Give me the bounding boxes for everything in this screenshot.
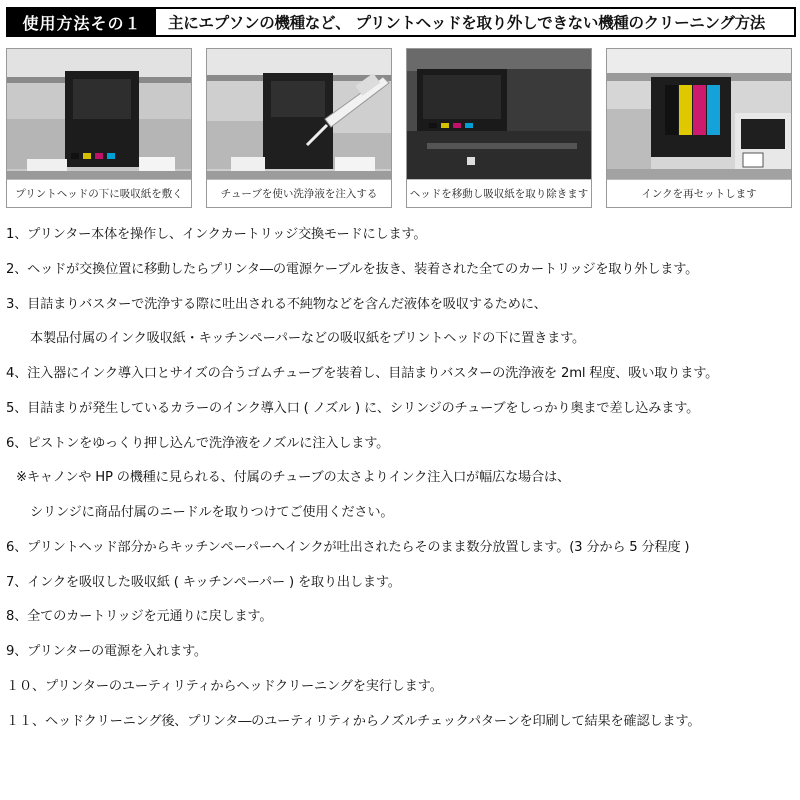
- step-line: 3、目詰まりバスターで洗浄する際に吐出される不純物などを含んだ液体を吸収するために、: [6, 297, 547, 312]
- photo-caption: インクを再セットします: [607, 179, 791, 207]
- syringe-injection-photo: [207, 49, 391, 181]
- step-line: 7、インクを吸収した吸収紙 ( キッチンペーパー ) を取り出します。: [6, 575, 401, 590]
- step-line: 本製品付属のインク吸収紙・キッチンペーパーなどの吸収紙をプリントヘッドの下に置きます。: [30, 331, 586, 346]
- photo-caption: ヘッドを移動し吸収紙を取り除きます: [407, 179, 591, 207]
- photo-strip: [6, 48, 794, 208]
- step-line: 8、全てのカートリッジを元通りに戻します。: [6, 609, 273, 624]
- section-header: [6, 7, 796, 37]
- step-line: １１、ヘッドクリーニング後、プリンタ―のユーティリティからノズルチェックパターンを印刷して結果を確認します。: [6, 714, 701, 729]
- step-line: 4、注入器にインク導入口とサイズの合うゴムチューブを装着し、目詰まりバスターの洗浄液を 2ml 程度、吸い取ります。: [6, 366, 719, 381]
- remove-absorbent-photo: [407, 49, 591, 181]
- step-line: 2、ヘッドが交換位置に移動したらプリンタ―の電源ケーブルを抜き、装着された全てのカートリッジを取り外します。: [6, 262, 699, 277]
- photo-2: [206, 48, 392, 208]
- printer-head-absorbent-photo: [7, 49, 191, 181]
- step-line: 6、ピストンをゆっくり押し込んで洗浄液をノズルに注入します。: [6, 436, 390, 451]
- section-tag: 使用方法その１: [8, 9, 156, 35]
- photo-caption: チューブを使い洗浄液を注入する: [207, 179, 391, 207]
- photo-4: [606, 48, 792, 208]
- photo-caption: プリントヘッドの下に吸収紙を敷く: [7, 179, 191, 207]
- step-line: 5、目詰まりが発生しているカラーのインク導入口 ( ノズル ) に、シリンジのチューブをしっかり奥まで差し込みます。: [6, 401, 700, 416]
- step-line: 1、プリンター本体を操作し、インクカートリッジ交換モードにします。: [6, 227, 427, 242]
- step-line: 6、プリントヘッド部分からキッチンペーパーへインクが吐出されたらそのまま数分放置します。(3 分から 5 分程度 ): [6, 540, 690, 555]
- reset-ink-photo: [607, 49, 791, 181]
- step-note: シリンジに商品付属のニードルを取りつけてご使用ください。: [30, 505, 394, 520]
- photo-3: [406, 48, 592, 208]
- photo-1: [6, 48, 192, 208]
- step-line: １０、プリンターのユーティリティからヘッドクリーニングを実行します。: [6, 679, 443, 694]
- step-line: 9、プリンターの電源を入れます。: [6, 644, 207, 659]
- section-title: 主にエプソンの機種など、 プリントヘッドを取り外しできない機種のクリーニング方法: [168, 14, 765, 32]
- step-note: ※キャノンや HP の機種に見られる、付属のチューブの太さよりインク注入口が幅広な場合は、: [16, 470, 570, 485]
